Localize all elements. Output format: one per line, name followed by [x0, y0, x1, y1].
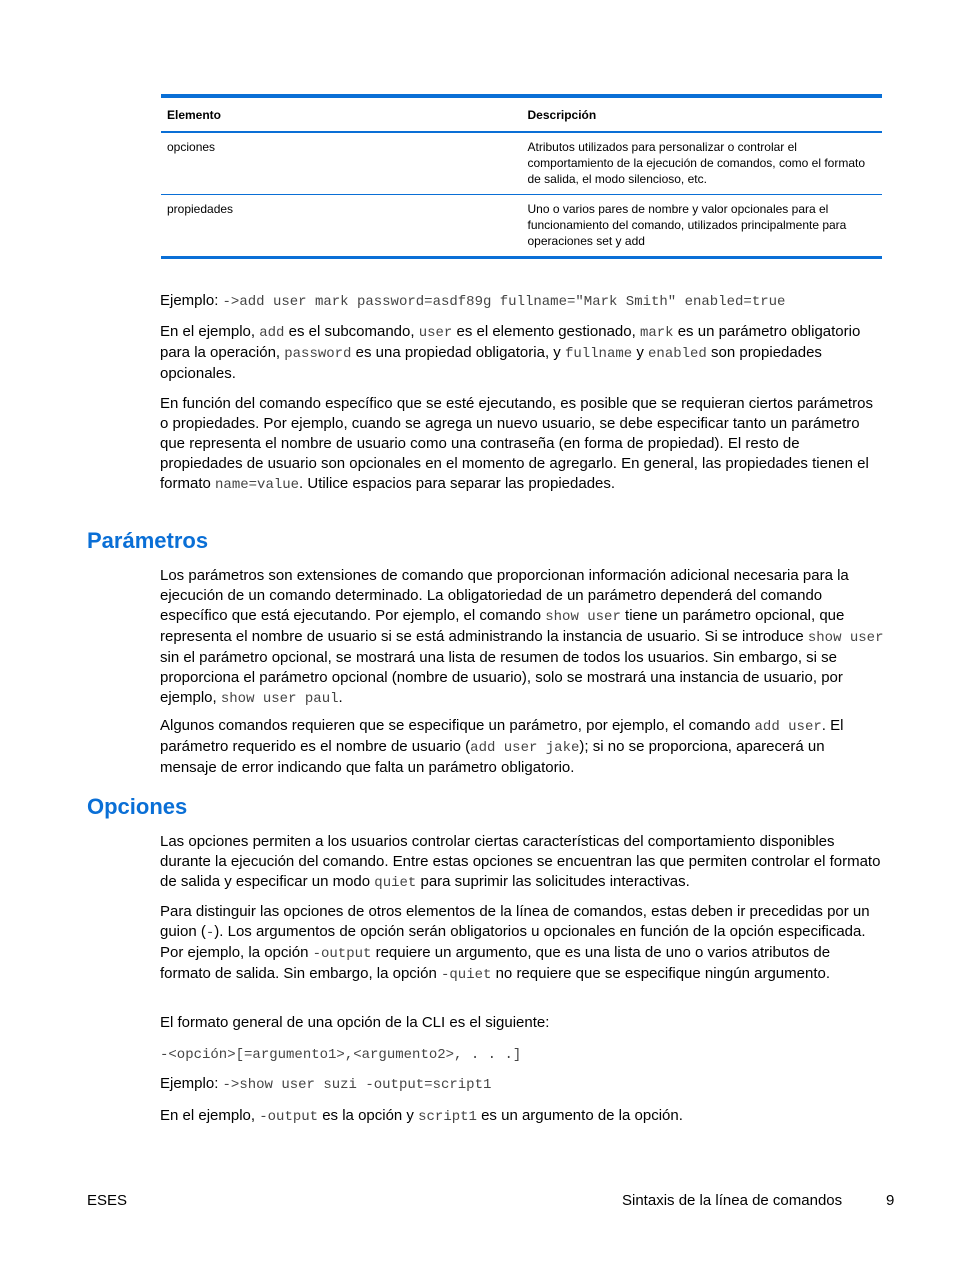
- syntax-line: [160, 1044, 884, 1065]
- text: es un parámetro obligatorio para la operación,: [160, 323, 861, 361]
- example-label: Ejemplo:: [160, 1075, 223, 1092]
- paragraph-option-prefix: [160, 902, 884, 985]
- paragraph-example-explanation: [160, 322, 884, 384]
- example-add-user: [160, 291, 884, 312]
- text: para suprimir las solicitudes interactivas.: [416, 873, 690, 890]
- text: . Utilice espacios para separar las propiedades.: [299, 475, 616, 492]
- text: En el ejemplo,: [160, 323, 260, 340]
- code-show-user: show user: [807, 630, 884, 646]
- text: es el subcomando,: [284, 323, 419, 340]
- code-add: add: [259, 325, 285, 341]
- code-add-user-jake: add user jake: [470, 740, 580, 756]
- table-row: [161, 132, 882, 195]
- text: es una propiedad obligatoria, y: [351, 344, 565, 361]
- code-dash: -: [205, 925, 215, 941]
- code-quiet-option: -quiet: [441, 967, 492, 983]
- text: requiere un argumento, que es una lista de uno o varios atributos de formato de salida. Sin embargo, la opción: [160, 944, 831, 982]
- text: es un argumento de la opción.: [476, 1107, 683, 1124]
- code-quiet: quiet: [374, 875, 417, 891]
- paragraph-required-properties: [160, 394, 884, 495]
- table-cell-description: Atributos utilizados para personalizar o controlar el comportamiento de la ejecución de comandos, como el formato de salida, el modo silencioso, etc.: [527, 140, 866, 186]
- paragraph-required-parameter: [160, 716, 884, 778]
- header-descripcion: Descripción: [527, 108, 597, 122]
- header-elemento: Elemento: [167, 108, 222, 122]
- code-show-user: show user: [545, 609, 621, 625]
- code-output: -output: [312, 946, 372, 962]
- table-cell-element: opciones: [167, 140, 216, 154]
- example-label: Ejemplo:: [160, 292, 223, 309]
- footer-locale: ESES: [87, 1192, 128, 1209]
- table: [161, 94, 882, 259]
- paragraph-general-format: El formato general de una opción de la CLI es el siguiente:: [160, 1014, 550, 1031]
- text: son propiedades opcionales.: [160, 344, 822, 382]
- text: Algunos comandos requieren que se especifique un parámetro, por ejemplo, el comando: [160, 717, 755, 734]
- text: tiene un parámetro opcional, que representa el nombre de usuario si se está administrando la instancia de usuario. Si se introduce: [160, 607, 845, 645]
- table-row: [161, 195, 882, 258]
- element-description-table: [161, 94, 882, 259]
- option-syntax: -<opción>[=argumento1>,<argumento2>, . . .]: [160, 1047, 522, 1063]
- code-add-user: add user: [754, 719, 822, 735]
- paragraph-opciones: [160, 832, 884, 893]
- code-enabled: enabled: [648, 346, 707, 362]
- text: .: [338, 689, 343, 706]
- heading-parametros: Parámetros: [87, 528, 209, 553]
- text: En función del comando específico que se esté ejecutando, es posible que se requieran ciertos parámetros o propiedades. Por ejemplo, cuando se agrega un nuevo usuario, se debe especificar tanto un parámetro que representa el nombre de usuario como una contraseña (en forma de propiedad). El resto de propiedades de usuario son opcionales en el momento de agregarlo. En general, las propiedades tienen el formato: [160, 395, 873, 492]
- text: Las opciones permiten a los usuarios controlar ciertas características del comportamiento disponibles durante la ejecución del comando. Entre estas opciones se encuentran las que permiten controlar el formato de salida y especificar un modo: [160, 833, 881, 890]
- example-show-user: [160, 1074, 884, 1095]
- text: . El parámetro requerido es el nombre de usuario (: [160, 717, 844, 755]
- text: En el ejemplo,: [160, 1107, 260, 1124]
- code-show-user-paul: show user paul: [220, 691, 339, 707]
- text: y: [632, 344, 649, 361]
- code-user: user: [418, 325, 453, 341]
- text: Los parámetros son extensiones de comando que proporcionan información adicional necesaria para la ejecución de un comando determinado. La obligatoriedad de un parámetro dependerá del comando específico que está ejecutando. Por ejemplo, el comando: [160, 567, 849, 624]
- table-cell-element: propiedades: [167, 202, 234, 216]
- text: sin el parámetro opcional, se mostrará una lista de resumen de todos los usuarios. Sin embargo, si se proporciona el parámetro opcional (nombre de usuario), solo se mostrará una instancia de usuario, por ejemplo,: [160, 649, 843, 706]
- text: no requiere que se especifique ningún argumento.: [491, 965, 830, 982]
- code-mark: mark: [639, 325, 674, 341]
- paragraph-option-explanation: [160, 1106, 884, 1127]
- code-output: -output: [259, 1109, 319, 1125]
- example-code: ->add user mark password=asdf89g fullname="Mark Smith" enabled=true: [222, 294, 786, 310]
- page-number: 9: [886, 1192, 895, 1209]
- code-password: password: [284, 346, 352, 362]
- example-code: ->show user suzi -output=script1: [222, 1077, 492, 1093]
- code-fullname: fullname: [564, 346, 633, 362]
- footer-section-title: Sintaxis de la línea de comandos: [622, 1192, 843, 1209]
- table-cell-description: Uno o varios pares de nombre y valor opcionales para el funcionamiento del comando, utilizados principalmente para operaciones set y add: [527, 202, 847, 248]
- code-name-value: name=value: [215, 477, 300, 493]
- text: ). Los argumentos de opción serán obligatorios u opcionales en función de la opción especificada. Por ejemplo, la opción: [160, 923, 866, 961]
- table-header-row: [161, 96, 882, 132]
- text: Para distinguir las opciones de otros elementos de la línea de comandos, estas deben ir precedidas por un guion (: [160, 903, 870, 940]
- paragraph-parametros: [160, 566, 884, 709]
- text: es la opción y: [318, 1107, 419, 1124]
- text: ); si no se proporciona, aparecerá un mensaje de error indicando que falta un parámetro obligatorio.: [160, 738, 825, 776]
- text: es el elemento gestionado,: [452, 323, 640, 340]
- heading-opciones: Opciones: [87, 794, 188, 819]
- code-script1: script1: [418, 1109, 477, 1125]
